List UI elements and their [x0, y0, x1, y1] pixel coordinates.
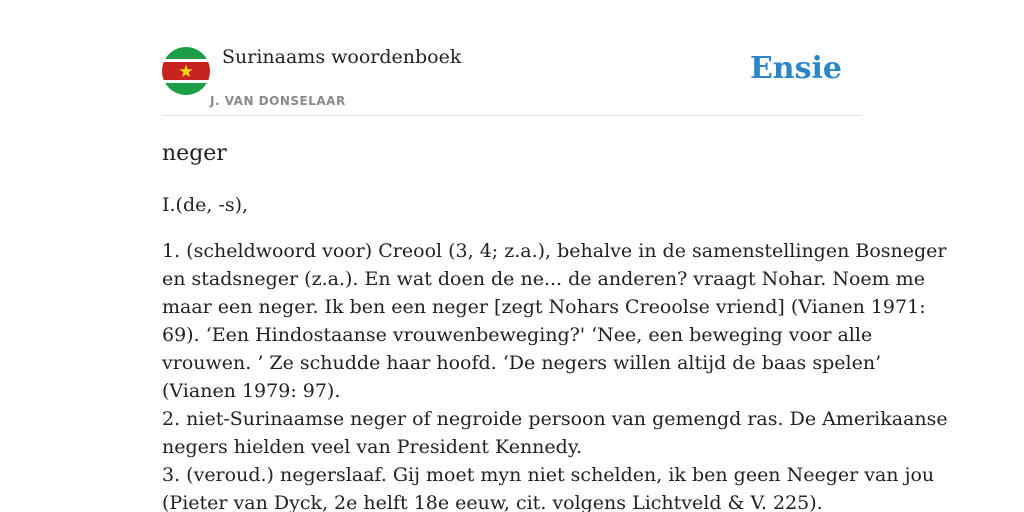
- entry-grammar: I.(de, -s),: [162, 194, 249, 216]
- definition-line: (Pieter van Dyck, 2e helft 18e eeuw, cit. volgens Lichtveld & V. 225).: [162, 492, 823, 512]
- definition-line: 3. (veroud.) negerslaaf. Gij moet myn niet schelden, ik ben geen Neeger van jou: [162, 464, 935, 486]
- ensie-logo-link[interactable]: Ensie: [749, 51, 842, 86]
- site-header: [162, 46, 862, 116]
- definition-line: negers hielden veel van President Kennedy.: [162, 436, 583, 458]
- definition-line: (Vianen 1979: 97).: [162, 380, 341, 402]
- definition-line: 1. (scheldwoord voor) Creool (3, 4; z.a.), behalve in de samenstellingen Bosneger: [162, 240, 947, 262]
- entry-content: [162, 138, 948, 512]
- suriname-flag-icon: [162, 47, 210, 95]
- dictionary-author[interactable]: J. VAN DONSELAAR: [210, 94, 346, 108]
- definition-line: 2. niet-Surinaamse neger of negroide persoon van gemengd ras. De Amerikaanse: [162, 408, 948, 430]
- definition-line: en stadsneger (z.a.). En wat doen de ne... de anderen? vraagt Nohar. Noem me: [162, 268, 925, 290]
- entry-headword: neger: [162, 141, 227, 166]
- definition-line: maar een neger. Ik ben een neger [zegt Nohars Creoolse vriend] (Vianen 1971:: [162, 296, 926, 318]
- dictionary-title[interactable]: Surinaams woordenboek: [222, 46, 462, 68]
- definition-line: 69). ‘Een Hindostaanse vrouwenbeweging?' ‘Nee, een beweging voor alle: [162, 324, 873, 346]
- definition-line: vrouwen. ’ Ze schudde haar hoofd. ‘De negers willen altijd de baas spelen’: [162, 352, 882, 374]
- entry-definition: [162, 237, 948, 512]
